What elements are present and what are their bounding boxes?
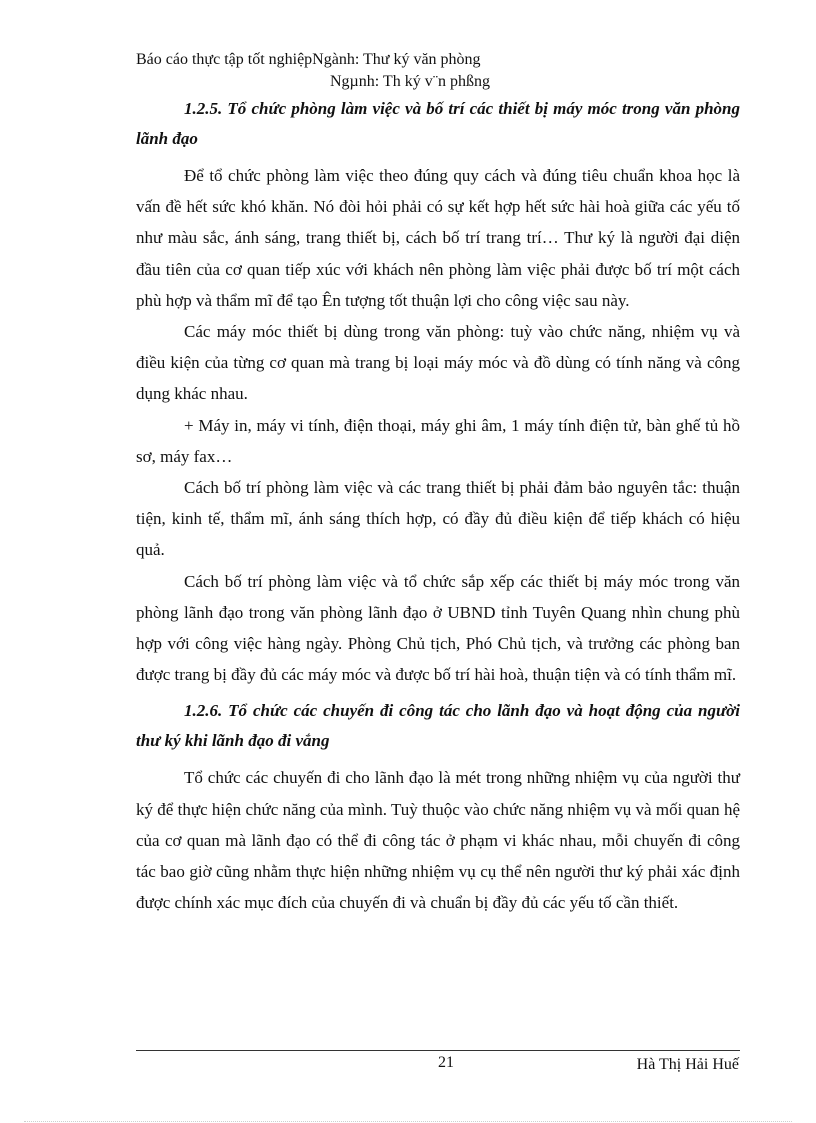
- page-bottom-edge: [24, 1121, 792, 1122]
- page-body: [136, 92, 740, 918]
- paragraph: Tổ chức các chuyến đi cho lãnh đạo là mét trong những nhiệm vụ của người thư ký để thực hiện chức năng của mình. Tuỳ thuộc vào chức năng nhiệm vụ và mối quan hệ của cơ quan mà lãnh đạo có thể đi công tác ở phạm vi khác nhau, mỗi chuyến đi công tác bao giờ cũng nhằm thực hiện những nhiệm vụ cụ thể nên người thư ký phải xác định được chính xác mục đích của chuyến đi và chuẩn bị đầy đủ các yếu tố cần thiết.: [136, 768, 740, 913]
- paragraph: Để tổ chức phòng làm việc theo đúng quy cách và đúng tiêu chuẩn khoa học là vấn đề hết sức khó khăn. Nó đòi hỏi phải có sự kết hợp hết sức hài hoà giữa các yếu tố như màu sắc, ánh sáng, trang thiết bị, cách bố trí trang trí… Thư ký là người đại diện đầu tiên của cơ quan tiếp xúc với khách nên phòng làm việc phải được bố trí một cách phù hợp và thẩm mĩ để tạo Ên tượng tốt thuận lợi cho công việc sau này.: [136, 166, 740, 310]
- paragraph: Cách bố trí phòng làm việc và tổ chức sắp xếp các thiết bị máy móc trong văn phòng lãnh đạo trong văn phòng lãnh đạo ở UBND tỉnh Tuyên Quang nhìn chung phù hợp với công việc hàng ngày. Phòng Chủ tịch, Phó Chủ tịch, và trưởng các phòng ban được trang bị đầy đủ các máy móc và được bố trí hài hoà, thuận tiện và có tính thẩm mĩ.: [136, 571, 740, 685]
- paragraph: Các máy móc thiết bị dùng trong văn phòng: tuỳ vào chức năng, nhiệm vụ và điều kiện của từng cơ quan mà trang bị loại máy móc và đồ dùng có tính năng và công dụng khác nhau.: [136, 322, 740, 404]
- section-heading-1-2-6: 1.2.6. Tổ chức các chuyến đi công tác cho lãnh đạo và hoạt động của người thư ký khi lãnh đạo đi vắng: [136, 701, 740, 751]
- section-heading-1-2-5: 1.2.5. Tổ chức phòng làm việc và bố trí các thiết bị máy móc trong văn phòng lãnh đạo: [136, 99, 740, 148]
- running-header-garbled: Ngµnh: Th ký v¨n phßng: [330, 73, 491, 90]
- paragraph: Cách bố trí phòng làm việc và các trang thiết bị phải đảm bảo nguyên tắc: thuận tiện, kinh tế, thẩm mĩ, ánh sáng thích hợp, có đầy đủ điều kiện để tiếp khách có hiệu quả.: [136, 478, 740, 560]
- running-header: Báo cáo thực tập tốt nghiệpNgành: Thư ký văn phòng: [136, 51, 481, 68]
- page-number: 21: [438, 1054, 454, 1071]
- author-name: Hà Thị Hải Huế: [636, 1056, 739, 1073]
- footer-divider: [136, 1050, 740, 1051]
- paragraph: + Máy in, máy vi tính, điện thoại, máy ghi âm, 1 máy tính điện tử, bàn ghế tủ hồ sơ, máy fax…: [136, 415, 740, 466]
